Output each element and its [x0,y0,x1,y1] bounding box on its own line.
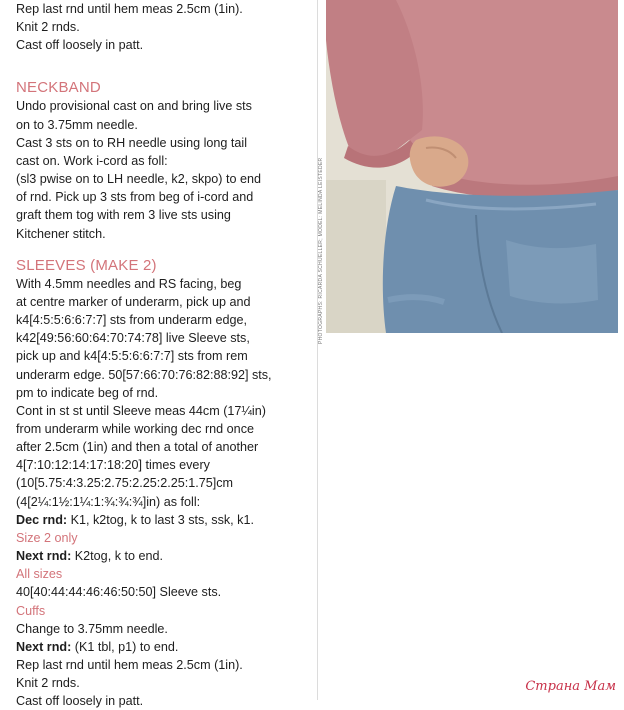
instruction-next-rnd-cuff [16,638,316,656]
text-line: Cast off loosely in patt. [16,694,144,709]
instruction-text: K1, k2tog, k to last 3 sts, ssk, k1. [67,512,254,527]
text-line: pick up and k4[4:5:5:6:6:7:7] sts from rem [16,349,248,364]
text-line: With 4.5mm needles and RS facing, beg [16,276,242,291]
instruction-dec-rnd [16,511,316,529]
instruction-next-rnd [16,547,316,565]
text-line: Kitchener stitch. [16,226,106,241]
text-line: Cast off loosely in patt. [16,38,144,53]
text-line: k42[49:56:60:64:70:74:78] live Sleeve sts, [16,331,250,346]
text-line: cast on. Work i-cord as foll: [16,153,168,168]
text-line: on to 3.75mm needle. [16,117,138,132]
text-line: (sl3 pwise on to LH needle, k2, skpo) to end [16,172,262,187]
text-line: (10[5.75:4:3.25:2.75:2.25:2.25:1.75]cm [16,476,234,491]
subheading-all-sizes: All sizes [16,567,63,582]
text-line: Rep last rnd until hem meas 2.5cm (1in). [16,658,243,672]
subheading-cuffs: Cuffs [16,603,46,618]
text-line: Knit 2 rnds. [16,20,80,35]
text-line: after 2.5cm (1in) and then a total of another [16,440,259,455]
text-line: Rep last rnd until hem meas 2.5cm (1in). [16,2,243,16]
instruction-label: Dec rnd: [16,512,68,527]
text-line: Change to 3.75mm needle. [16,621,168,636]
section-heading-neckband: NECKBAND [16,79,101,97]
instruction-text: K2tog, k to end. [71,549,163,564]
subheading-size-2: Size 2 only [16,530,78,545]
pattern-text-column [16,0,316,710]
text-line: at centre marker of underarm, pick up and [16,294,251,309]
text-line: graft them tog with rem 3 live sts using [16,208,231,223]
text-line: k4[4:5:5:6:6:7:7] sts from underarm edge, [16,313,248,328]
section-heading-sleeves: SLEEVES (MAKE 2) [16,256,157,274]
model-photo [326,0,618,333]
text-line: Undo provisional cast on and bring live sts [16,99,252,114]
text-line: 4[7:10:12:14:17:18:20] times every [16,458,210,473]
text-line: from underarm while working dec rnd once [16,421,254,436]
sweater-and-jeans-illustration [326,0,618,333]
site-watermark: Страна Мам [525,679,616,694]
instruction-label: Next rnd: [16,639,72,654]
text-line: Cast 3 sts on to RH needle using long tail [16,135,248,150]
text-line: 40[40:44:44:46:46:50:50] Sleeve sts. [16,585,222,600]
text-line: underarm edge. 50[57:66:70:76:82:88:92] sts, [16,367,272,382]
text-line: Knit 2 rnds. [16,676,80,691]
text-line: Cont in st st until Sleeve meas 44cm (17¼in) [16,403,266,418]
text-line: (4[2¼:1½:1¼:1:¾:¾:¾]in) as foll: [16,494,201,509]
text-line: of rnd. Pick up 3 sts from beg of i-cord and [16,190,254,205]
instruction-text: (K1 tbl, p1) to end. [71,639,179,654]
text-line: pm to indicate beg of rnd. [16,385,159,400]
photo-credit: PHOTOGRAPHS: RICARDA SCHUELLER; MODEL: MELINDA LEISTEDER [318,157,324,344]
instruction-label: Next rnd: [16,549,72,564]
